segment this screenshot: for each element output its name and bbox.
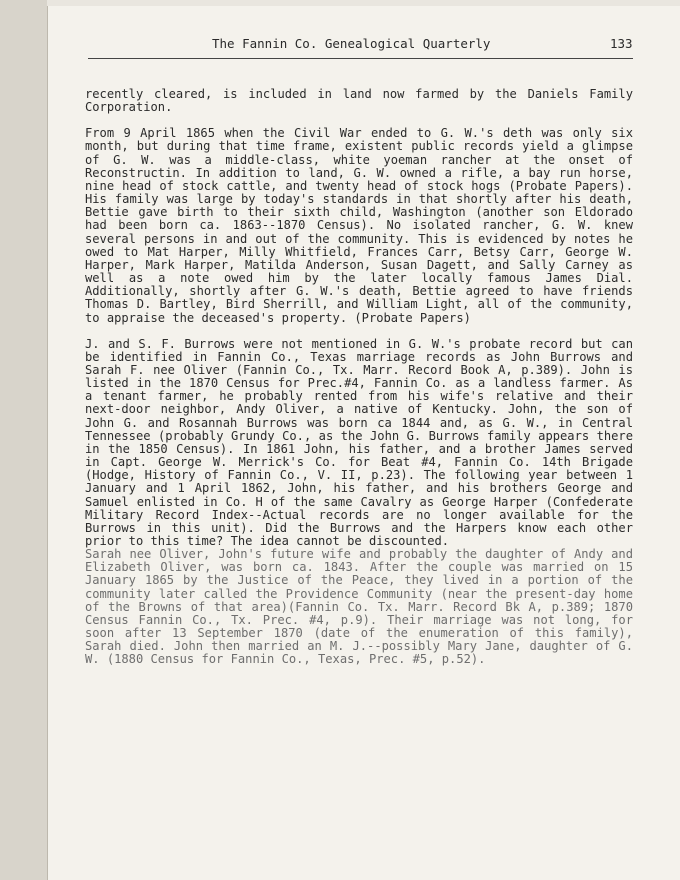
paragraph-4: Sarah nee Oliver, John's future wife and probably the daughter of Andy and Elizabeth Oliver, was born ca. 1843. After the couple was married on 15 January 1865 by the Justice of the Peace, they lived in a portion of the community later called the Providence Community (near the present-day home of the Browns of that area)(Fannin Co. Tx. Marr. Record Bk A, p.389; 1870 Census Fannin Co., Tx. Prec. #4, p.9). Their marriage was not long, for soon after 13 September 1870 (date of the enumeration of this family), Sarah died. John then married an M. J.--possibly Mary Jane, daughter of G. W. (1880 Census for Fannin Co., Texas, Prec. #5, p.52). xyxy=(85,547,633,667)
paragraph-1: recently cleared, is included in land now farmed by the Daniels Family Corporation. xyxy=(85,87,633,115)
page-number: 133 xyxy=(610,36,633,51)
paragraph-3: J. and S. F. Burrows were not mentioned in G. W.'s probate record but can be identified in Fannin Co., Texas marriage records as John Burrows and Sarah F. nee Oliver (Fannin Co., Tx. Marr. Record Book A, p.389). John is listed in the 1870 Census for Prec.#4, Fannin Co. as a landless farmer. As a tenant farmer, he probably rented from his wife's relative and their next-door neighbor, Andy Oliver, a native of Kentucky. John, the son of John G. and Rosannah Burrows was born ca 1844 and, as G. W., in Central Tennessee (probably Grundy Co., as the John G. Burrows family appears there in the 1850 Census). In 1861 John, his father, and a brother James served in Capt. George W. Merrick's Co. for Beat #4, Fannin Co. 14th Brigade (Hodge, History of Fannin Co., V. II, p.23). The following year between 1 January and 1 April 1862, John, his father, and his brothers George and Samuel enlisted in Co. H of the same Cavalry as George Harper (Confederate Military Record Index--Actual records are no longer available for the Burrows in this unit). Did the Burrows and the Harpers know each other prior to this time? The idea cannot be discounted. xyxy=(85,336,633,548)
paragraph-2: From 9 April 1865 when the Civil War ended to G. W.'s deth was only six month, but during that time frame, existent public records yield a glimpse of G. W. was a middle-class, white yoeman rancher at the onset of Reconstructin. In addition to land, G. W. owned a rifle, a bay run horse, nine head of stock cattle, and twenty head of stock hogs (Probate Papers). His family was large by today's standards in that shortly after his death, Bettie gave birth to their sixth child, Washington (another son Eldorado had been born ca. 1863--1870 Census). No isolated rancher, G. W. knew several persons in and out of the community. This is evidenced by notes he owed to Mat Harper, Milly Whitfield, Frances Carr, Betsy Carr, George W. Harper, Mark Harper, Matilda Anderson, Susan Dagett, and Sally Carney as well as a note owed him by the later locally famous James Dial. Additionally, shortly after G. W.'s death, Bettie agreed to have friends Thomas D. Bartley, Bird Sherrill, and William Light, all of the community, to appraise the deceased's property. (Probate Papers) xyxy=(85,126,633,325)
document-page xyxy=(47,6,680,880)
binding-margin xyxy=(0,0,47,880)
article-body xyxy=(85,88,633,680)
journal-title: The Fannin Co. Genealogical Quarterly xyxy=(212,36,491,51)
header-rule xyxy=(88,58,633,59)
